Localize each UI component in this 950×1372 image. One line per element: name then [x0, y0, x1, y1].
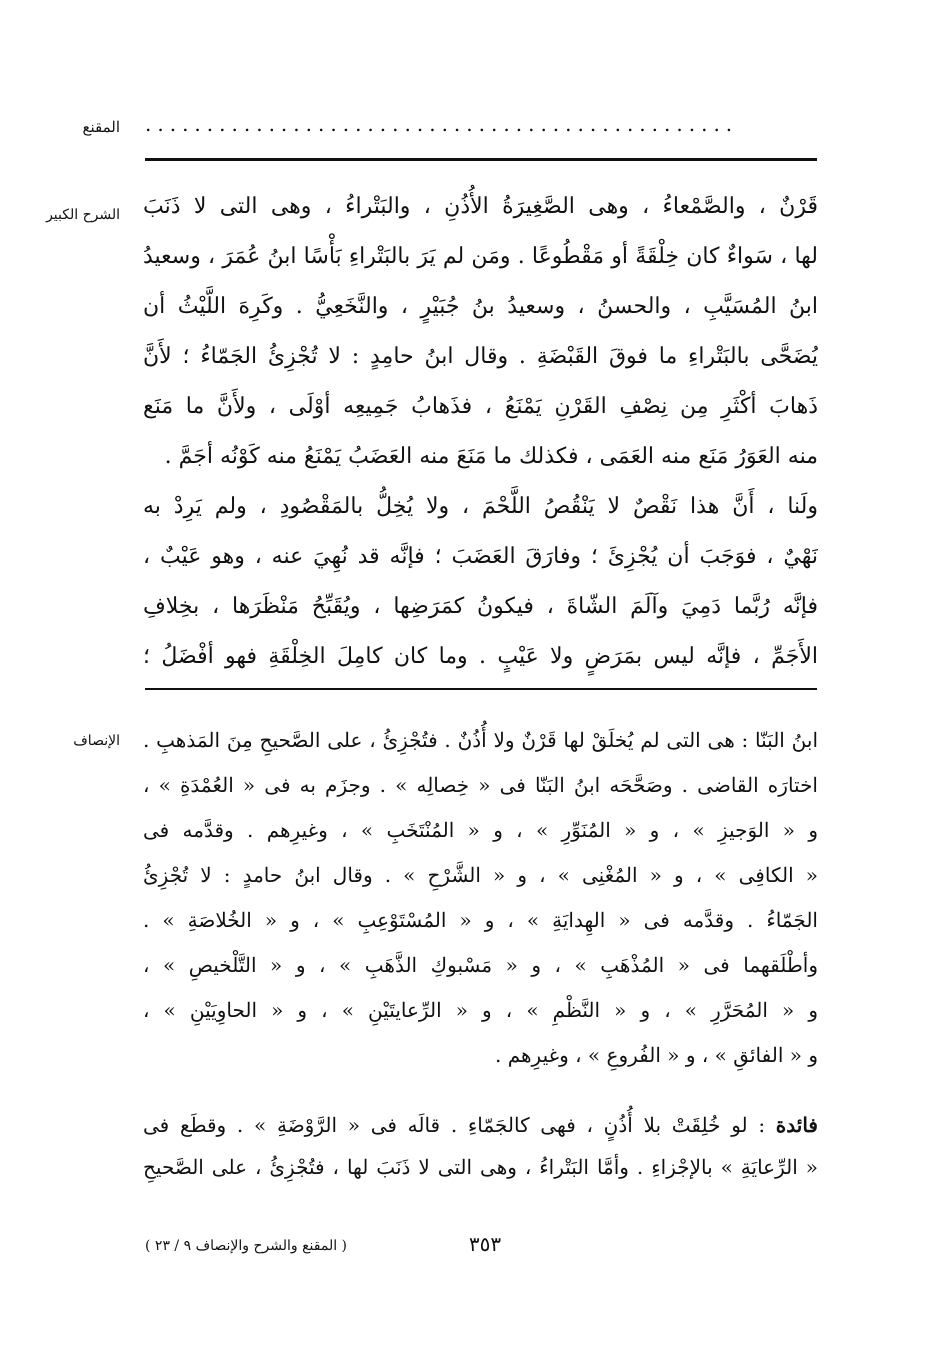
faida-line [143, 1104, 818, 1146]
sharh-line: يُضَحَّى بالبَتْراءِ ما فوقَ القَبْضَةِ . وقال ابنُ حامِدٍ : لا تُجْزِئُ الجَمّاءُ ؛ لأَنَّ [143, 344, 818, 369]
insaf-line: « الكافِى » ، و « المُغْنِى » ، و « الشَّرْحِ » . وقال ابنُ حامدٍ : لا تُجْزِئُ [143, 863, 818, 887]
sharh-line: ابنُ المُسَيَّبِ ، والحسنُ ، وسعيدُ بنُ جُبَيْرٍ ، والنَّخَعِيُّ . وكَرِهَ اللَّيْثُ أن [143, 294, 818, 319]
sharh-text-block [143, 182, 818, 682]
insaf-line: و « الفائقِ » ، و « الفُروعِ » ، وغيرِهم . [494, 1043, 818, 1067]
sharh-line: لها ، سَواءٌ كان خِلْقَةً أو مَقْطُوعًا . ومَن لم يَرَ بالبَتْراءِ بَأْسًا ابنُ عُمَرَ ، وسعيدُ [143, 244, 818, 269]
sharh-line: قَرْنٌ ، والصَّمْعاءُ ، وهى الصَّغِيرَةُ الأُذُنِ ، والبَتْراءُ ، وهى التى لا ذَنَبَ [143, 194, 818, 219]
insaf-line: الجَمّاءُ . وقدَّمه فى « الهِدايَةِ » ، و « المُسْتَوْعِبِ » ، و « الخُلاصَةِ » . [143, 908, 818, 932]
insaf-line: و « المُحَرَّرِ » ، و « النَّظْمِ » ، و « الرِّعايتَيْنِ » ، و « الحاوِيَيْنِ » ، [143, 998, 818, 1022]
header-rule [145, 158, 817, 161]
sharh-section-label: الشرح الكبير [46, 207, 120, 223]
faida-line: « الرِّعايَةِ » بالإجْزاءِ . وأمَّا البَتْراءُ ، وهى التى لا ذَنَبَ لها ، فتُجْزِئُ ، على الصَّحيحِ [143, 1155, 818, 1179]
insaf-text-block [143, 718, 818, 1078]
faida-text-block [143, 1104, 818, 1188]
insaf-line: وأطْلَقهما فى « المُذْهَبِ » ، و « مَسْبوكِ الذَّهَبِ » ، و « التَّلْخيصِ » ، [143, 953, 818, 977]
sharh-line: الأَجَمِّ ، فإنَّه ليس بمَرَضٍ ولا عَيْبٍ . وما كان كامِلَ الخِلْقَةِ فهو أفْضَلُ ؛ [143, 644, 818, 669]
sharh-line: ذَهابَ أكْثَرِ مِن نِصْفِ القَرْنِ يَمْنَعُ ، فذَهابُ جَمِيعِه أوْلَى ، ولأَنَّ ما مَنَع [143, 394, 818, 419]
insaf-line: ابنُ البَنّا : هى التى لم يُخلَقْ لها قَرْنٌ ولا أُذُنٌ . فتُجْزِئُ ، على الصَّحيحِ مِنَ المَذهبِ . [143, 728, 818, 752]
sharh-line: ولَنا ، أَنَّ هذا نَقْصٌ لا يَنْقُصُ اللَّحْمَ ، ولا يُخِلُّ بالمَقْصُودِ ، ولم يَرِدْ به [143, 494, 818, 519]
faida-label: فائدة [775, 1113, 818, 1137]
sharh-line: منه العَوَرُ مَنَع منه العَمَى ، فكذلك ما مَنَعَ منه العَضَبُ يَمْنَعُ منه كَوْنُه أجَمَّ . [164, 444, 818, 469]
page-number: ٣٥٣ [468, 1232, 502, 1256]
sharh-line: فإنَّه رُبَّما دَمِيَ وآلَمَ الشّاةَ ، فيكونُ كمَرَضِها ، ويُقَبِّحُ مَنْظَرَها ، بخِلافِ [143, 594, 818, 619]
sharh-line: نَهْيٌ ، فوَجَبَ أن يُجْزِئَ ؛ وفارَقَ العَضَبَ ؛ فإنَّه قد نُهِيَ عنه ، وهو عَيْبٌ ، [143, 544, 818, 569]
running-header-title: المقنع [82, 118, 120, 136]
header-dotted-leader: ................................................ [145, 112, 739, 136]
source-reference: ( المقنع والشرح والإنصاف ٩ / ٢٣ ) [145, 1238, 348, 1254]
faida-line-text: : لو خُلِقَتْ بلا أُذُنٍ ، فهى كالجَمّاءِ . قالَه فى « الرَّوْضَةِ » . وقطَع فى [143, 1113, 776, 1137]
insaf-line: اختارَه القاضى . وصَحَّحَه ابنُ البَنّا فى « خِصالِه » . وجزَم به فى « العُمْدَةِ » ، [143, 773, 818, 797]
insaf-line: و « الوَجيزِ » ، و « المُنَوِّرِ » ، و « المُنْتَخَبِ » ، وغيرِهم . وقدَّمه فى [143, 818, 818, 842]
insaf-section-label: الإنصاف [73, 733, 120, 749]
section-divider-rule [145, 688, 817, 690]
